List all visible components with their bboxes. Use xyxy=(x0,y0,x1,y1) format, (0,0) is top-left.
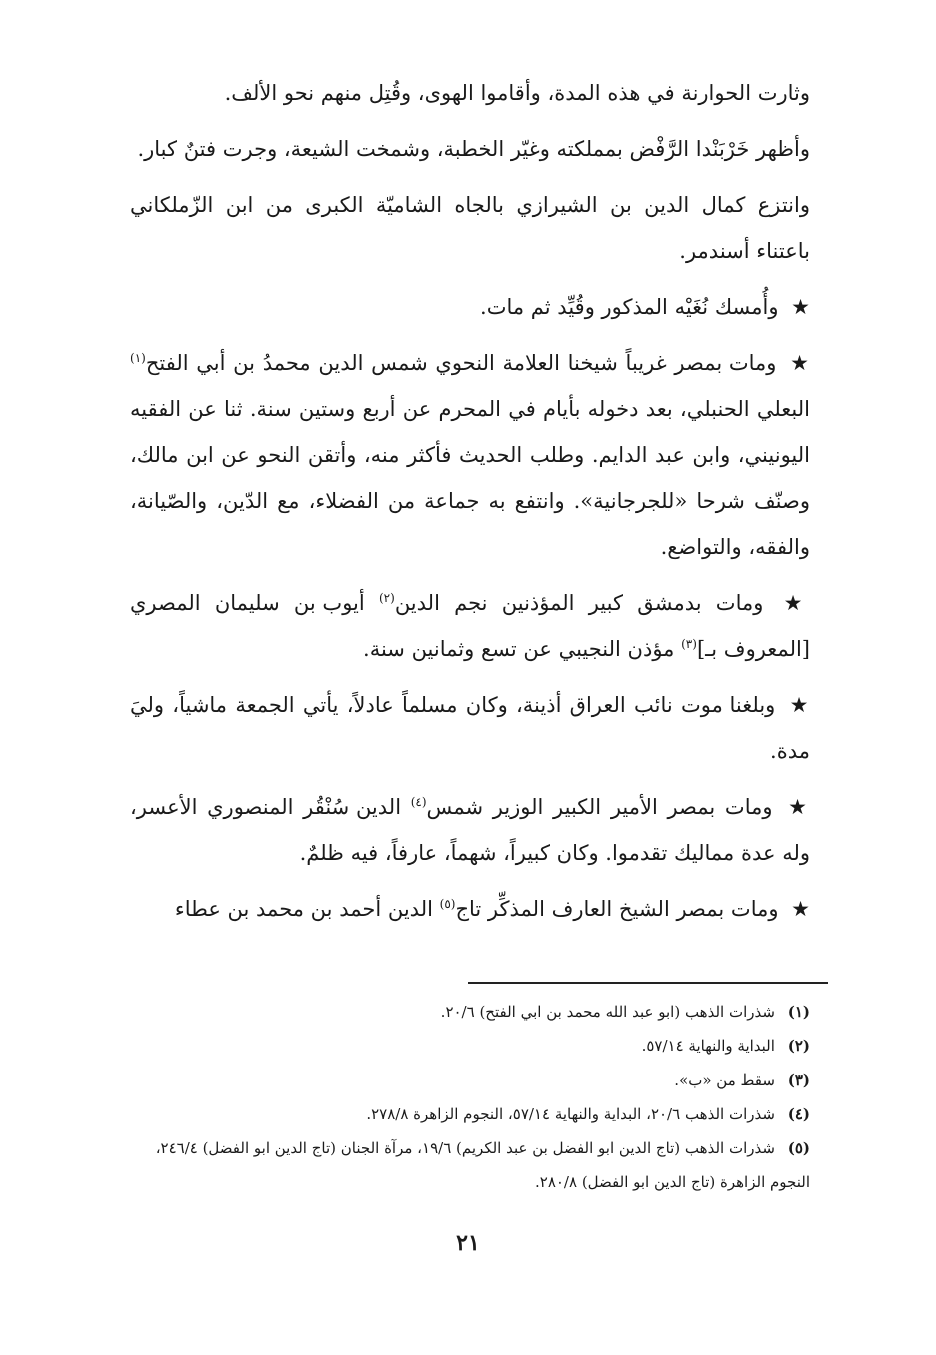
footnote-text: سقط من «ب». xyxy=(674,1071,775,1089)
paragraph-text-continued: أيوب بن سليمان المصري [المعروف بـ] xyxy=(130,591,810,661)
footnote-number: (٢) xyxy=(787,1037,810,1055)
paragraph-text: وبلغنا موت نائب العراق أذينة، وكان مسلماً عادلاً، يأتي الجمعة ماشياً، وليَ مدة. xyxy=(130,693,810,763)
paragraph-text: وأُمسك نُغَيْه المذكور وقُيِّد ثم مات. xyxy=(480,295,779,319)
paragraph xyxy=(130,182,810,274)
footnote-separator xyxy=(468,982,828,984)
paragraph xyxy=(130,886,810,932)
footnote-text: شذرات الذهب (تاج الدين ابو الفضل بن عبد الكريم) ١٩/٦، مرآة الجنان (تاج الدين ابو الفضل) ٢٤٦/٤، النجوم الزاهرة (تاج الدين ابو الفضل) ٢٨٠/٨. xyxy=(155,1139,810,1191)
footnote-ref: (٣) xyxy=(681,637,697,651)
paragraph-text: وأظهر خَرْبَنْدا الرَّفْض بمملكته وغيّر الخطبة، وشمخت الشيعة، وجرت فتنٌ كبار. xyxy=(137,137,810,161)
footnote-text: شذرات الذهب ٢٠/٦، البداية والنهاية ٥٧/١٤، النجوم الزاهرة ٢٧٨/٨. xyxy=(366,1105,775,1123)
footnote-ref: (٥) xyxy=(439,897,456,911)
paragraph xyxy=(130,284,810,330)
paragraph-text: ومات بدمشق كبير المؤذنين نجم الدين xyxy=(394,591,764,615)
star-icon: ★ xyxy=(791,897,810,921)
footnotes xyxy=(130,995,810,1199)
footnote-ref: (٤) xyxy=(410,795,427,809)
star-icon: ★ xyxy=(789,693,811,717)
paragraph xyxy=(130,580,810,672)
star-icon: ★ xyxy=(790,351,810,375)
paragraph-text: ومات بمصر غريباً شيخنا العلامة النحوي شمس الدين محمدُ بن أبي الفتح xyxy=(145,351,777,375)
footnote xyxy=(130,1131,810,1199)
footnote xyxy=(130,995,810,1029)
paragraph-text-continued: الدين أحمد بن محمد بن عطاء xyxy=(174,897,433,921)
footnote xyxy=(130,1097,810,1131)
paragraph-text: وانتزع كمال الدين بن الشيرازي بالجاه الشاميّة الكبرى من ابن الزّملكاني باعتناء أسندمر. xyxy=(130,193,810,263)
star-icon: ★ xyxy=(783,591,811,615)
star-icon: ★ xyxy=(788,795,810,819)
paragraph xyxy=(130,682,810,774)
paragraph xyxy=(130,340,810,570)
footnote-ref: (٢) xyxy=(378,591,395,605)
paragraph-text: ومات بمصر الأمير الكبير الوزير شمس xyxy=(426,795,773,819)
main-text xyxy=(130,70,810,942)
footnote-ref: (١) xyxy=(130,351,146,365)
footnote xyxy=(130,1063,810,1097)
star-icon: ★ xyxy=(791,295,810,319)
paragraph xyxy=(130,126,810,172)
paragraph-text-continued: الدين سُنْقُر المنصوري الأعسر، وله عدة مماليك تقدموا. وكان كبيراً، شهماً، عارفاً، فيه ظلمٌ. xyxy=(130,795,810,865)
footnote-number: (٤) xyxy=(787,1105,810,1123)
footnote xyxy=(130,1029,810,1063)
footnote-number: (١) xyxy=(787,1003,810,1021)
paragraph-text-continued: البعلي الحنبلي، بعد دخوله بأيام في المحرم عن أربع وستين سنة. ثنا عن الفقيه اليونيني، وابن عبد الدايم. وطلب الحديث فأكثر منه، وأتقن النحو عن ابن مالك، وصنّف شرحا «للجرجانية». وانتفع به جماعة من الفضلاء، مع الدّين، والصّيانة، والفقه، والتواضع. xyxy=(130,397,810,559)
footnote-number: (٥) xyxy=(787,1139,810,1157)
footnote-text: شذرات الذهب (ابو عبد الله محمد بن ابي الفتح) ٢٠/٦. xyxy=(440,1003,775,1021)
footnote-number: (٣) xyxy=(787,1071,810,1089)
footnote-text: البداية والنهاية ٥٧/١٤. xyxy=(641,1037,775,1055)
paragraph xyxy=(130,70,810,116)
paragraph-text-continued: مؤذن النجيبي عن تسع وثمانين سنة. xyxy=(363,637,675,661)
page-number: ٢١ xyxy=(456,1230,480,1256)
paragraph xyxy=(130,784,810,876)
paragraph-text: وثارت الحوارنة في هذه المدة، وأقاموا الهوى، وقُتِل منهم نحو الألف. xyxy=(224,81,810,105)
paragraph-text: ومات بمصر الشيخ العارف المذكِّر تاج xyxy=(455,897,779,921)
